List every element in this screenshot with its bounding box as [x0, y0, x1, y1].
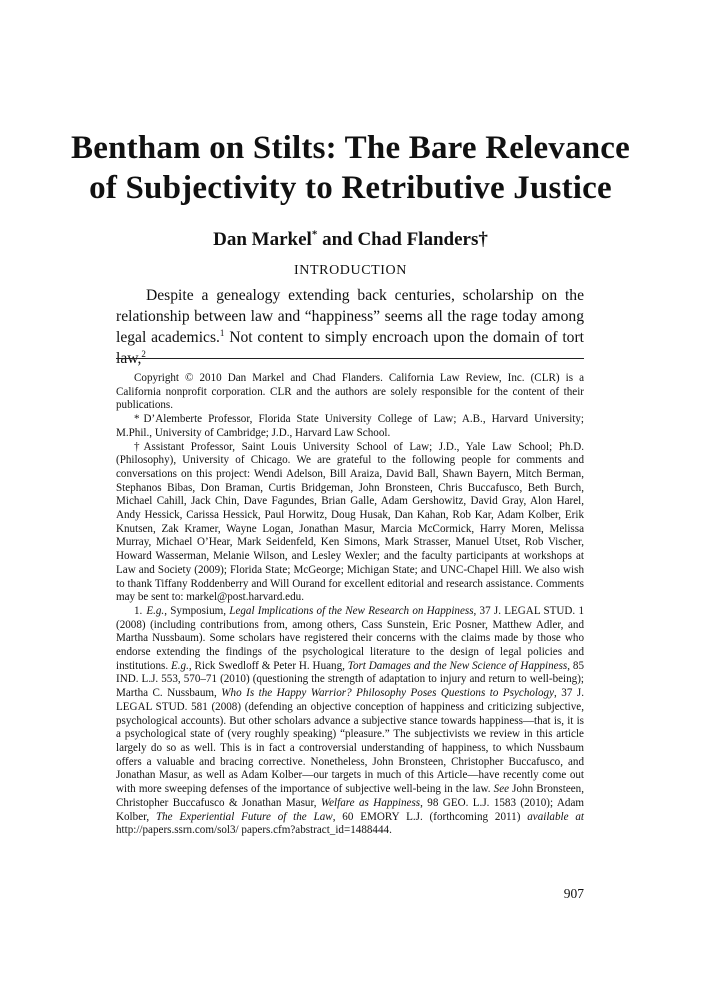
author-1-footnote-mark: * [311, 228, 318, 241]
fn1-eg-2: E.g. [170, 659, 189, 672]
footnote-dagger-mark: † [134, 440, 140, 453]
footnote-star-mark: * [134, 413, 140, 426]
footnote-ref-1: 1 [219, 327, 225, 338]
fn1-title-1: Legal Implications of the New Research on Happiness [229, 604, 474, 617]
copyright-note: Copyright © 2010 Dan Markel and Chad Flanders. California Law Review, Inc. (CLR) is a California nonprofit corporation. CLR and the authors are solely responsible for the content of their publications. [116, 372, 584, 412]
author-1: Dan Markel [213, 229, 312, 250]
author-joiner: and Chad Flanders [317, 229, 479, 250]
intro-paragraph [116, 285, 584, 369]
title-line-2: of Subjectivity to Retributive Justice [89, 170, 612, 206]
fn1-e: , 37 J. LEGAL STUD. 581 (2008) (defending an objective conception of happiness and criticizing subjective, psychological accounts). But other scholars advance a subjective stance towards happiness—that is, it is a psychological state of (very roughly speaking) “pleasure.” The subjectivists we review in this article largely do so as well. This is in fact a controversial understanding of happiness, to which Nussbaum offers a valuable and bracing corrective. Nonetheless, John Bronsteen, Christopher Buccafusco, and Jonathan Masur, as well as Adam Kolber—our targets in much of this Article—have recently come out with more sweeping defenses of the importance of subjective well-being in the law. [116, 687, 584, 796]
footnote-dagger-text: Assistant Professor, Saint Louis University School of Law; J.D., Yale Law School; Ph.D. (Philosophy), University of Chicago. We are grateful to the following people for comments and conversations on this project: Wendi Adelson, Bill Araiza, David Ball, Shawn Bayern, Mitch Berman, Stephanos Bibas, Don Braman, Curtis Bridgeman, John Bronsteen, Chris Buccafusco, Beth Burch, Michael Cahill, Jack Chin, Dave Fagundes, Brian Galle, Adam Gershowitz, David Gray, Alon Harel, Andy Hessick, Carissa Hessick, Paul Horwitz, Doug Husak, Dan Kahan, Rob Kar, Adam Kolber, Erik Knutsen, Zak Kramer, Wayne Logan, Jonathan Masur, Marcia McCormick, Harry Moren, Melissa Murray, Michael O’Hear, Mark Seidenfeld, Ken Simons, Mark Strasser, Manuel Utset, Rob Vischer, Howard Wasserman, Melanie Wilson, and Lesley Wexler; and the faculty participants at workshops at Law and Society (2009); Florida State; McGeorge; Michigan State; and UNC-Chapel Hill. We also wish to thank Tiffany Roddenberry and Will Ourand for excellent editorial and research assistance. Comments may be sent to: markel@post.harvard.edu. [116, 440, 584, 604]
fn1-see: See [493, 783, 510, 796]
fn1-available-at: available at [527, 810, 584, 823]
footnote-1-mark: 1. [134, 604, 143, 617]
fn1-url: http://papers.ssrn.com/sol3/ papers.cfm?abstract_id=1488444. [116, 824, 392, 837]
fn1-title-2: Tort Damages and the New Science of Happiness [347, 659, 568, 672]
fn1-g: , 98 GEO. L.J. 1583 (2010); Adam Kolber, [116, 796, 584, 823]
fn1-a: , Symposium, [164, 604, 230, 617]
page-number: 907 [563, 886, 584, 901]
fn1-eg: E.g. [146, 604, 165, 617]
author-line [60, 228, 641, 252]
section-heading: INTRODUCTION [294, 263, 407, 278]
footnote-divider [116, 358, 584, 359]
fn1-title-5: The Experiential Future of the Law [155, 810, 333, 823]
title-line-1: Bentham on Stilts: The Bare Relevance [71, 130, 630, 166]
footnote-star [116, 413, 584, 440]
intro-text-1: Despite a genealogy extending back centuries, scholarship on the relationship between law and “happiness” seems all the rage today among legal academics. [116, 287, 584, 346]
footnote-dagger [116, 441, 584, 605]
fn1-b: , 37 J. LEGAL STUD. 1 (2008) (including contributions from, among others, Cass Sunstein, Eric Posner, Matthew Adler, and Martha Nussbaum). Some scholars have registered their concerns with the claims made by those who endorse extending the findings of the psychological literature to the design of legal policies and institutions. [116, 604, 584, 672]
fn1-d: , 85 IND. L.J. 553, 570–71 (2010) (questioning the strength of adaptation to injury and return to well-being); Martha C. Nussbaum, [116, 659, 584, 700]
fn1-f: John Bronsteen, Christopher Buccafusco & Jonathan Masur, [116, 783, 584, 809]
fn1-title-3: Who Is the Happy Warrior? Philosophy Poses Questions to Psychology [221, 687, 555, 700]
fn1-title-4: Welfare as Happiness [320, 796, 421, 809]
fn1-c: , Rick Swedloff & Peter H. Huang, [188, 659, 348, 672]
footnotes [116, 372, 584, 838]
article-title [60, 128, 641, 208]
footnote-star-text: D’Alemberte Professor, Florida State University College of Law; A.B., Harvard University; M.Phil., University of Cambridge; J.D., Harvard Law School. [116, 413, 584, 439]
fn1-h: , 60 EMORY L.J. (forthcoming 2011) [332, 810, 528, 823]
intro-text-2: Not content to simply encroach upon the domain of tort law, [116, 329, 584, 367]
footnote-ref-2: 2 [141, 348, 146, 359]
author-2-footnote-mark: † [478, 229, 488, 250]
footnote-1 [116, 605, 584, 838]
